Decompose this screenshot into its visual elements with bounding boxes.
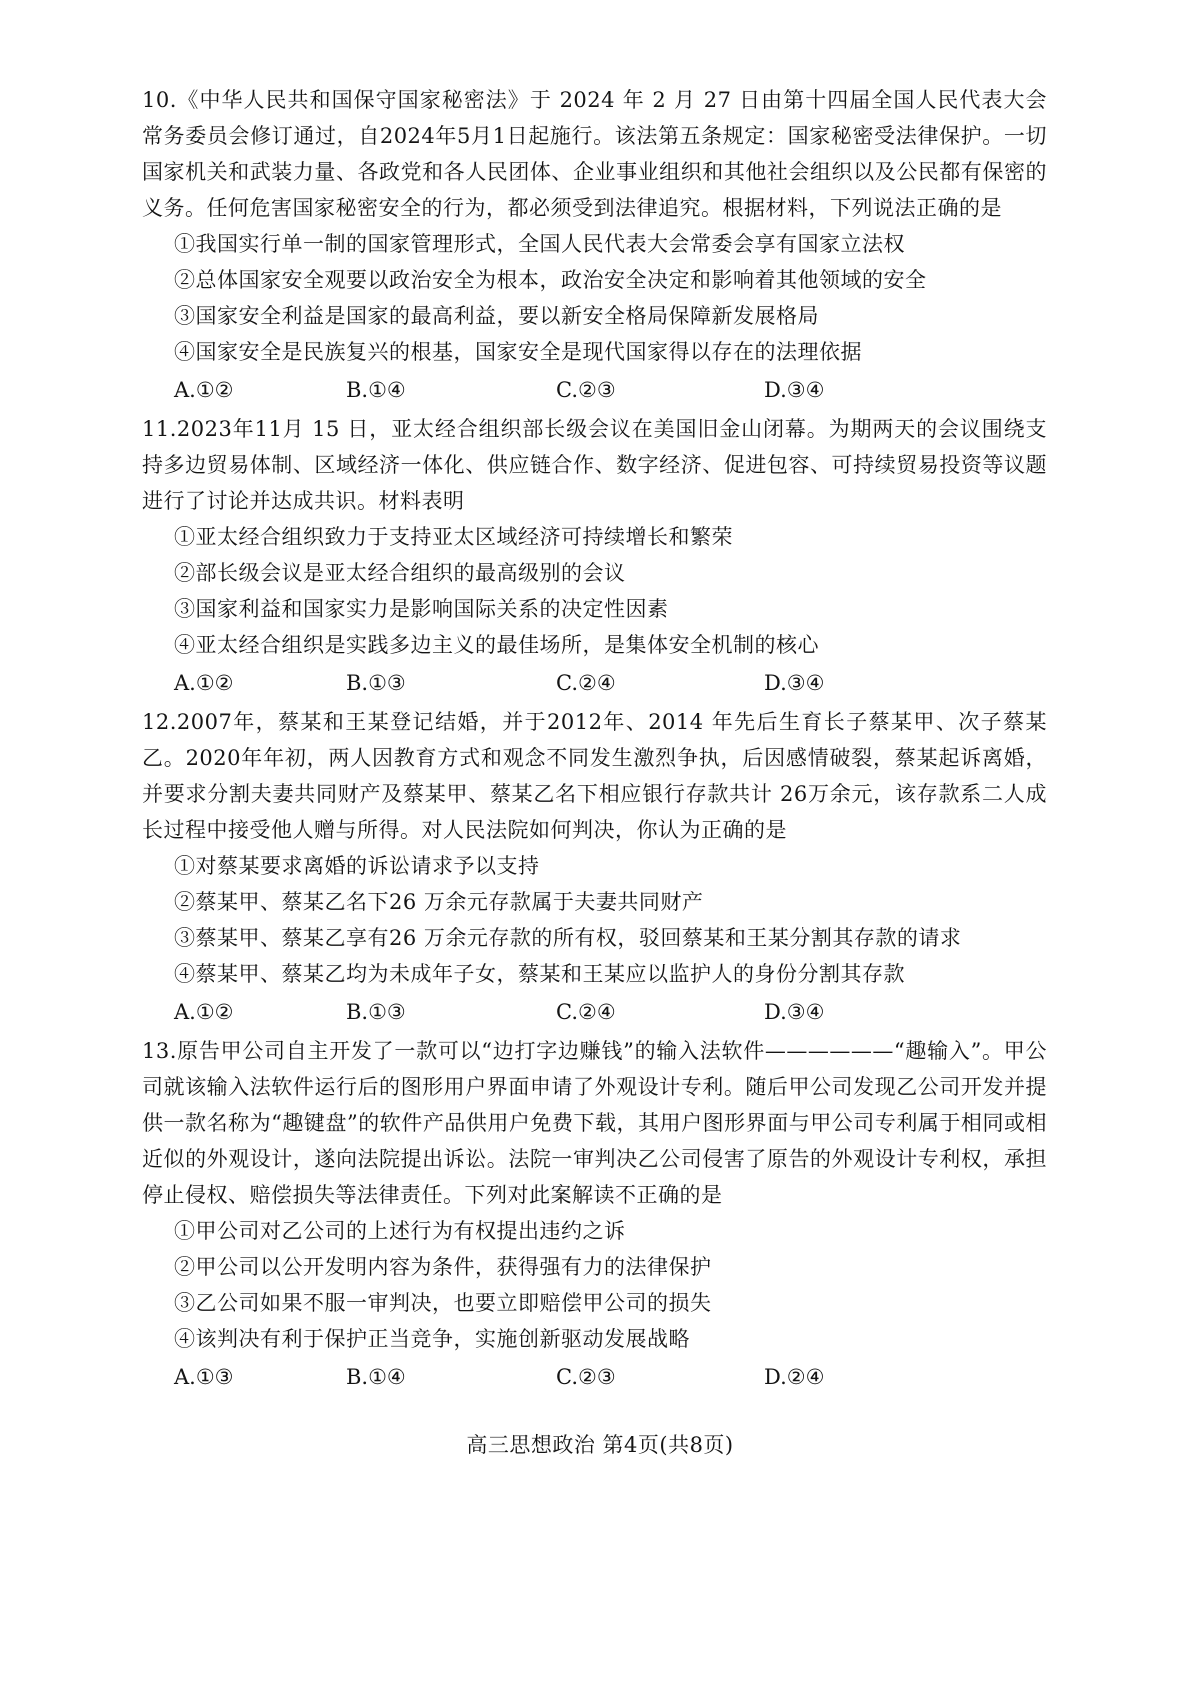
option-b: B.①③ [346, 1000, 406, 1024]
question-stem: 12.2007年，蔡某和王某登记结婚，并于2012年、2014 年先后生育长子蔡某甲、次子蔡某乙。2020年年初，两人因教育方式和观念不同发生激烈争执，后因感情破裂，蔡某起诉离婚，并要求分割夫妻共同财产及蔡某甲、蔡某乙名下相应银行存款共计 26万余元，该存款系二人成长过程中接受他人赠与所得。对人民法院如何判决，你认为正确的是 [142, 710, 1047, 842]
question-stem: 13.原告甲公司自主开发了一款可以“边打字边赚钱”的输入法软件——————“趣输入”。甲公司就该输入法软件运行后的图形用户界面申请了外观设计专利。随后甲公司发现乙公司开发并提供一款名称为“趣键盘”的软件产品供用户免费下载，其用户图形界面与甲公司专利属于相同或相近似的外观设计，遂向法院提出诉讼。法院一审判决乙公司侵害了原告的外观设计专利权，承担停止侵权、赔偿损失等法律责任。下列对此案解读不正确的是 [142, 1039, 1047, 1207]
statement: ③乙公司如果不服一审判决，也要立即赔偿甲公司的损失 [174, 1291, 712, 1315]
statement: ①我国实行单一制的国家管理形式，全国人民代表大会常委会享有国家立法权 [174, 232, 905, 256]
statement: ②总体国家安全观要以政治安全为根本，政治安全决定和影响着其他领域的安全 [174, 268, 927, 292]
option-d: D.③④ [764, 378, 825, 402]
page-footer: 高三思想政治 第4页(共8页) [466, 1433, 734, 1457]
statement: ①亚太经合组织致力于支持亚太区域经济可持续增长和繁荣 [174, 525, 733, 549]
statement: ②蔡某甲、蔡某乙名下26 万余元存款属于夫妻共同财产 [174, 890, 704, 914]
option-b: B.①③ [346, 671, 406, 695]
answer-options [174, 1359, 1047, 1395]
statement: ③国家安全利益是国家的最高利益，要以新安全格局保障新发展格局 [174, 304, 819, 328]
option-d: D.②④ [764, 1365, 825, 1389]
statement: ④国家安全是民族复兴的根基，国家安全是现代国家得以存在的法理依据 [174, 340, 862, 364]
question-11 [142, 411, 1047, 701]
statement: ④蔡某甲、蔡某乙均为未成年子女，蔡某和王某应以监护人的身份分割其存款 [174, 962, 905, 986]
statement: ②甲公司以公开发明内容为条件，获得强有力的法律保护 [174, 1255, 712, 1279]
statement: ③国家利益和国家实力是影响国际关系的决定性因素 [174, 597, 669, 621]
statement: ①对蔡某要求离婚的诉讼请求予以支持 [174, 854, 540, 878]
option-c: C.②④ [556, 671, 616, 695]
question-list [142, 82, 1047, 1398]
option-c: C.②④ [556, 1000, 616, 1024]
option-b: B.①④ [346, 378, 406, 402]
statement: ④亚太经合组织是实践多边主义的最佳场所，是集体安全机制的核心 [174, 633, 819, 657]
question-13 [142, 1033, 1047, 1395]
answer-options [174, 994, 1047, 1030]
option-c: C.②③ [556, 378, 616, 402]
option-a: A.①② [174, 1000, 234, 1024]
statement: ③蔡某甲、蔡某乙享有26 万余元存款的所有权，驳回蔡某和王某分割其存款的请求 [174, 926, 962, 950]
option-a: A.①② [174, 671, 234, 695]
answer-options [174, 372, 1047, 408]
option-a: A.①③ [174, 1365, 234, 1389]
answer-options [174, 665, 1047, 701]
statement: ②部长级会议是亚太经合组织的最高级别的会议 [174, 561, 626, 585]
option-a: A.①② [174, 378, 234, 402]
option-c: C.②③ [556, 1365, 616, 1389]
question-10 [142, 82, 1047, 408]
option-d: D.③④ [764, 671, 825, 695]
statement: ①甲公司对乙公司的上述行为有权提出违约之诉 [174, 1219, 626, 1243]
question-stem: 11.2023年11月 15 日，亚太经合组织部长级会议在美国旧金山闭幕。为期两天的会议围绕支持多边贸易体制、区域经济一体化、供应链合作、数字经济、促进包容、可持续贸易投资等议题进行了讨论并达成共识。材料表明 [142, 417, 1047, 513]
statement: ④该判决有利于保护正当竞争，实施创新驱动发展战略 [174, 1327, 690, 1351]
question-12 [142, 704, 1047, 1030]
option-b: B.①④ [346, 1365, 406, 1389]
question-stem: 10.《中华人民共和国保守国家秘密法》于 2024 年 2 月 27 日由第十四届全国人民代表大会常务委员会修订通过，自2024年5月1日起施行。该法第五条规定：国家秘密受法律保护。一切国家机关和武装力量、各政党和各人民团体、企业事业组织和其他社会组织以及公民都有保密的义务。任何危害国家秘密安全的行为，都必须受到法律追究。根据材料，下列说法正确的是 [142, 88, 1047, 220]
option-d: D.③④ [764, 1000, 825, 1024]
